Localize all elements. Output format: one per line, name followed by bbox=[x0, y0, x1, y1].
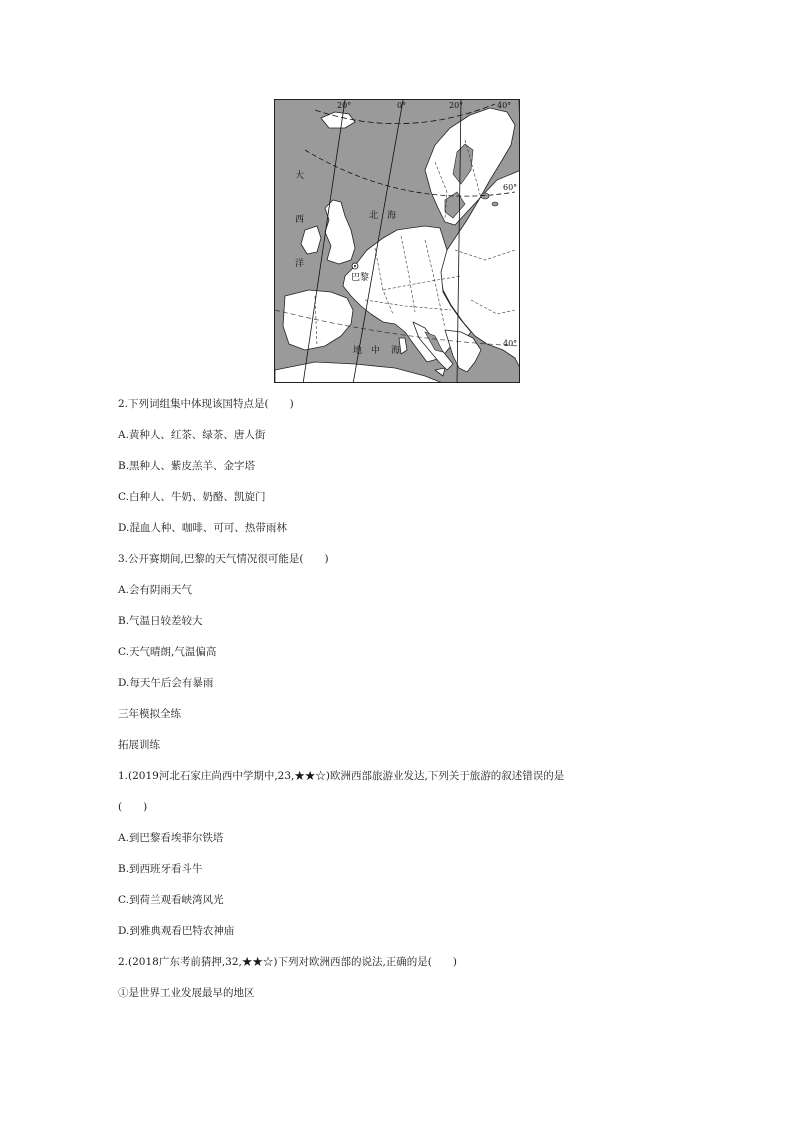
p1-blank: ( ) bbox=[118, 801, 148, 813]
land-africa bbox=[275, 362, 445, 383]
lon-label-20e: 20° bbox=[449, 101, 464, 110]
q3-option-c: C.天气晴朗,气温偏高 bbox=[118, 646, 217, 658]
land-sicily bbox=[435, 368, 445, 376]
p1-stem: 1.(2019河北石家庄尚西中学期中,23,★★☆)欧洲西部旅游业发达,下列关于旅游的叙述错误的是 bbox=[118, 770, 565, 782]
ocean-char-3: 洋 bbox=[295, 259, 305, 269]
north-sea-char-1: 北 bbox=[369, 211, 379, 221]
meridian-40e bbox=[519, 100, 520, 160]
q2-option-b: B.黑种人、紫皮羔羊、金字塔 bbox=[118, 460, 256, 472]
section-title: 三年模拟全练 bbox=[118, 708, 181, 720]
med-char-1: 地 bbox=[353, 346, 363, 356]
north-sea-char-2: 海 bbox=[387, 211, 397, 221]
paris-label: 巴黎 bbox=[351, 273, 370, 283]
med-char-3: 海 bbox=[391, 346, 401, 356]
q2-option-c: C.白种人、牛奶、奶酪、凯旋门 bbox=[118, 491, 266, 503]
q3-option-b: B.气温日较差较大 bbox=[118, 615, 203, 627]
europe-map-figure bbox=[274, 99, 520, 383]
q3-stem: 3.公开赛期间,巴黎的天气情况很可能是( ) bbox=[118, 553, 329, 565]
q3-option-d: D.每天午后会有暴雨 bbox=[118, 677, 214, 689]
p1-option-a: A.到巴黎看埃菲尔铁塔 bbox=[118, 832, 224, 844]
land-ireland bbox=[301, 226, 321, 254]
europe-map-svg bbox=[275, 100, 520, 383]
med-char-2: 中 bbox=[371, 346, 381, 356]
lat-label-40: 40° bbox=[503, 339, 518, 348]
lat-label-60: 60° bbox=[503, 183, 518, 192]
p2-item-1: ①是世界工业发展最早的地区 bbox=[118, 987, 255, 999]
land-britain bbox=[325, 200, 355, 264]
lon-label-40e: 40° bbox=[497, 101, 512, 110]
lon-label-20w: 20° bbox=[337, 101, 352, 110]
p2-stem: 2.(2018广东考前猜押,32,★★☆)下列对欧洲西部的说法,正确的是( ) bbox=[118, 956, 457, 968]
land-sardinia bbox=[399, 338, 407, 354]
p1-option-c: C.到荷兰观看峡湾风光 bbox=[118, 894, 224, 906]
subsection-title: 拓展训练 bbox=[118, 739, 160, 751]
q3-option-a: A.会有阴雨天气 bbox=[118, 584, 192, 596]
ocean-char-2: 西 bbox=[295, 215, 305, 225]
p1-option-d: D.到雅典观看巴特农神庙 bbox=[118, 925, 235, 937]
land-iceland bbox=[321, 112, 355, 128]
p1-option-b: B.到西班牙看斗牛 bbox=[118, 863, 203, 875]
q2-option-a: A.黄种人、红茶、绿茶、唐人街 bbox=[118, 429, 266, 441]
lake-2 bbox=[492, 202, 498, 206]
q2-stem: 2.下列词组集中体现该国特点是( ) bbox=[118, 398, 294, 410]
ocean-char-1: 大 bbox=[295, 171, 305, 181]
lon-label-0: 0° bbox=[397, 101, 407, 110]
q2-option-d: D.混血人种、咖啡、可可、热带雨林 bbox=[118, 522, 287, 534]
